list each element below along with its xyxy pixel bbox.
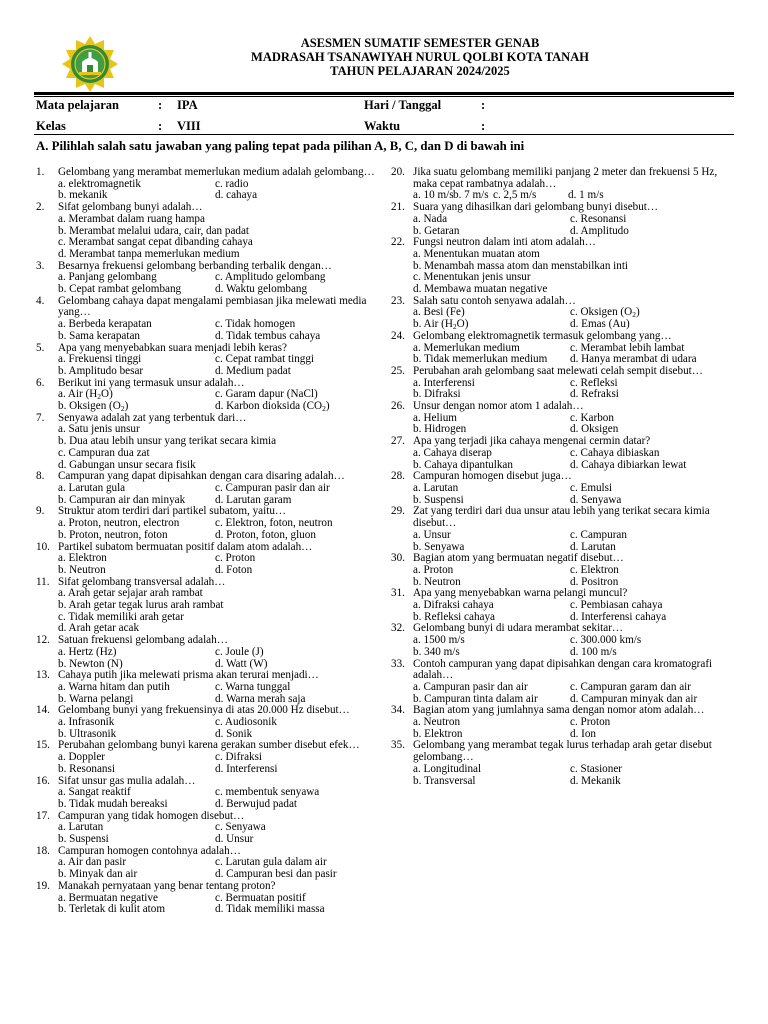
subject-colon: : [158,98,163,112]
question-text: Sifat unsur gas mulia adalah… [58,774,196,787]
meta-divider [34,134,734,135]
answer-option: a. Frekuensi tinggi [58,353,142,366]
answer-options [413,682,731,705]
answer-option: a. Satu jenis unsur [58,423,140,436]
answer-option: d. Medium padat [215,364,291,377]
questions-column-right [391,167,731,787]
question-item [391,202,731,237]
answer-options [413,249,731,296]
question-number: 11. [36,575,50,588]
answer-option: c. Merambat sangat cepat dibanding cahaya [58,236,253,249]
answer-options [58,179,376,202]
answer-option: b. Ultrasonik [58,727,117,740]
answer-options [413,378,731,401]
answer-options [413,600,731,623]
answer-option: d. Refraksi [570,388,619,401]
answer-option: d. Hanya merambat di udara [570,353,697,366]
answer-option: a. Memerlukan medium [413,341,520,354]
answer-option: c. Merambat lebih lambat [570,341,685,354]
answer-option: a. Panjang gelombang [58,271,157,284]
question-text: Apa yang menyebabkan warna pelangi muncul? [413,587,628,600]
answer-option: d. cahaya [215,189,258,202]
question-number: 35. [391,739,405,752]
question-number: 33. [391,657,405,670]
answer-option: b. Cahaya dipantulkan [413,458,513,471]
answer-option: d. Karbon dioksida $(CO_2)$ [215,400,330,414]
answer-option: a. Air $(H_2O)$ [58,388,113,402]
answer-options [58,319,376,342]
answer-option: d. Interferensi [215,762,278,775]
answer-option: b. Menambah massa atom dan menstabilkan inti [413,259,629,272]
question-text: Campuran homogen contohnya adalah… [58,844,241,857]
answer-option: a. Proton [413,563,454,576]
question-text: Sifat gelombang transversal adalah… [58,575,226,588]
question-text: Jika suatu gelombang memiliki panjang 2 meter dan frekuensi 5 Hz, maka cepat rambatnya adalah… [413,166,718,190]
answer-option: a. Larutan [58,821,104,834]
question-item [36,202,376,261]
question-item [36,811,376,846]
answer-option: c. Campuran garam dan air [570,680,691,693]
answer-option: a. Doppler [58,751,106,764]
question-text: Senyawa adalah zat yang terbentuk dari… [58,411,247,424]
answer-option: b. Suspensi [413,493,464,506]
question-number: 8. [36,470,45,483]
question-number: 3. [36,259,45,272]
answer-option: b. Suspensi [58,833,109,846]
answer-option: a. 1500 m/s [413,634,465,647]
question-item [36,577,376,636]
answer-options [58,752,376,775]
answer-option: b. Sama kerapatan [58,329,140,342]
answer-option: a. Menentukan muatan atom [413,247,540,260]
question-number: 23. [391,294,405,307]
answer-options [58,214,376,261]
question-item [391,623,731,658]
answer-option: b. Proton, neutron, foton [58,528,168,541]
answer-option: d. 1 m/s [568,189,604,202]
answer-option: c. Senyawa [215,821,266,834]
answer-option: b. Dua atau lebih unsur yang terikat secara kimia [58,435,277,448]
question-text: Fungsi neutron dalam inti atom adalah… [413,236,596,249]
question-number: 30. [391,552,405,565]
answer-options [58,518,376,541]
question-item [36,776,376,811]
question-item [36,167,376,202]
question-number: 17. [36,809,50,822]
question-item [36,846,376,881]
answer-option: a. Proton, neutron, electron [58,517,180,530]
class-colon: : [158,119,163,133]
question-item [36,881,376,916]
question-number: 27. [391,435,405,448]
answer-options [413,343,731,366]
answer-option: b. Arah getar tegak lurus arah rambat [58,599,224,612]
question-item [36,413,376,472]
answer-option: a. Infrasonik [58,716,115,729]
answer-option: c. 300.000 km/s [570,634,642,647]
answer-option: b. Campuran tinta dalam air [413,692,538,705]
answer-option: d. Tidak memiliki massa [215,903,325,916]
question-item [391,471,731,506]
answer-option: b. Minyak dan air [58,868,138,881]
answer-options [58,787,376,810]
answer-option: d. Unsur [215,833,254,846]
answer-options [413,530,731,553]
answer-option: c. Elektron, foton, neutron [215,517,333,530]
answer-option: d. Arah getar acak [58,622,140,635]
question-text: Satuan frekuensi gelombang adalah… [58,634,228,647]
answer-option: c. Tidak homogen [215,318,296,331]
question-item [36,542,376,577]
answer-option: a. Helium [413,411,457,424]
answer-option: c. Campuran pasir dan air [215,481,330,494]
answer-options [413,214,731,237]
answer-option: c. Oksigen $(O_2)$ [570,306,640,320]
answer-option: d. Sonik [215,727,253,740]
answer-option: d. Larutan garam [215,493,292,506]
question-number: 6. [36,376,45,389]
answer-option: d. 100 m/s [570,645,617,658]
answer-option: b. Resonansi [58,762,115,775]
subject-value: IPA [177,98,198,112]
answer-option: c. Warna tunggal [215,680,291,693]
answer-option: c. Amplitudo gelombang [215,271,326,284]
answer-option: d. Watt (W) [215,657,268,670]
answer-option: c. Proton [215,552,256,565]
question-text: Sifat gelombang bunyi adalah… [58,201,203,214]
answer-option: a. elektromagnetik [58,177,141,190]
time-label: Waktu [364,119,401,133]
answer-option: b. Campuran air dan minyak [58,493,186,506]
question-item [36,378,376,413]
answer-option: b. 340 m/s [413,645,460,658]
answer-options [58,272,376,295]
question-number: 21. [391,201,405,214]
header-divider-thick [34,92,734,95]
header-line-3: TAHUN PELAJARAN 2024/2025 [330,64,510,78]
answer-option: c. Pembiasan cahaya [570,599,663,612]
answer-option: b. Oksigen $(O_2)$ [58,400,129,414]
answer-options [413,448,731,471]
question-item [391,705,731,740]
question-number: 5. [36,341,45,354]
section-a-instruction: A. Pilihlah salah satu jawaban yang paling tepat pada pilihan A, B, C, dan D di bawah ini [36,139,525,153]
question-text: Bagian atom yang bermuatan negatif disebut… [413,552,624,565]
question-text: Cahaya putih jika melewati prisma akan terurai menjadi… [58,669,319,682]
question-text: Gelombang bunyi di udara merambat sekitar… [413,622,624,635]
answer-options [58,857,376,880]
answer-option: c. Garam dapur (NaCl) [215,388,318,401]
answer-option: d. Larutan [570,540,616,553]
answer-option: b. Elektron [413,727,463,740]
answer-option: d. Campuran minyak dan air [570,692,698,705]
answer-option: b. Refleksi cahaya [413,610,495,623]
answer-options [58,424,376,471]
question-number: 4. [36,294,45,307]
question-item [36,670,376,705]
question-number: 20. [391,166,405,178]
answer-option: b. Merambat melalui udara, cair, dan padat [58,224,250,237]
question-text: Perubahan arah gelombang saat melewati celah sempit disebut… [413,364,703,377]
question-item [36,635,376,670]
question-number: 10. [36,540,50,553]
question-number: 22. [391,236,405,249]
answer-option: a. Difraksi cahaya [413,599,494,612]
answer-option: d. Tidak tembus cahaya [215,329,321,342]
answer-option: b. Transversal [413,774,476,787]
answer-options [58,354,376,377]
question-item [36,261,376,296]
answer-option: b. Terletak di kulit atom [58,903,165,916]
question-item [36,705,376,740]
answer-option: b. Newton (N) [58,657,123,670]
question-number: 32. [391,622,405,635]
answer-option: b. Senyawa [413,540,465,553]
question-text: Zat yang terdiri dari dua unsur atau lebih yang terikat secara kimia disebut… [413,505,710,530]
answer-option: c. Joule (J) [215,645,264,658]
answer-options [58,893,376,916]
question-text: Berikut ini yang termasuk unsur adalah… [58,376,245,389]
question-item [391,167,731,202]
answer-option: c. Elektron [570,563,619,576]
answer-option: c. radio [215,177,249,190]
answer-options [58,553,376,576]
question-text: Campuran homogen disebut juga… [413,470,572,483]
answer-option: a. Neutron [413,716,461,729]
answer-option: d. Gabungan unsur secara fisik [58,458,196,471]
header-divider-thin [34,96,734,97]
answer-option: a. Larutan gula [58,481,126,494]
answer-option: c. membentuk senyawa [215,786,320,799]
question-number: 28. [391,470,405,483]
question-item [36,506,376,541]
question-text: Gelombang cahaya dapat mengalami pembiasan jika melewati media yang… [58,294,367,319]
answer-option: b. Air $(H_2O)$ [413,318,469,332]
answer-options [58,647,376,670]
question-item [391,588,731,623]
question-text: Struktur atom terdiri dari partikel subatom, yaitu… [58,505,287,518]
answer-option: b. Getaran [413,224,460,237]
question-number: 24. [391,329,405,342]
answer-option: c. Cepat rambat tinggi [215,353,314,366]
answer-option: d. Merambat tanpa memerlukan medium [58,247,240,260]
answer-option: c. Difraksi [215,751,263,764]
answer-options [413,635,731,658]
answer-option: b. Cepat rambat gelombang [58,283,182,296]
answer-options [58,717,376,740]
question-text: Partikel subatom bermuatan positif dalam atom adalah… [58,540,313,553]
answer-option: c. Karbon [570,411,614,424]
answer-option: b. Hidrogen [413,423,467,436]
answer-option: d. Berwujud padat [215,797,297,810]
answer-option: c. Campuran [570,528,627,541]
answer-option: d. Positron [570,575,619,588]
answer-option: d. Oksigen [570,423,619,436]
answer-options [413,764,731,787]
answer-options [413,413,731,436]
question-number: 29. [391,505,405,518]
answer-option: a. Cahaya diserap [413,446,492,459]
class-label: Kelas [36,119,66,133]
answer-option: c. 2,5 m/s [493,189,537,202]
question-number: 19. [36,879,50,892]
answer-option: c. Proton [570,716,611,729]
answer-option: c. Menentukan jenis unsur [413,271,531,284]
answer-option: a. Merambat dalam ruang hampa [58,212,205,225]
question-text: Campuran yang tidak homogen disebut… [58,809,245,822]
question-number: 16. [36,774,50,787]
question-item [36,296,376,343]
answer-options [58,483,376,506]
header-line-1: ASESMEN SUMATIF SEMESTER GENAB [300,36,540,50]
time-colon: : [481,119,486,133]
question-text: Contoh campuran yang dapat dipisahkan dengan cara kromatografi adalah… [413,657,713,682]
answer-option: d. Foton [215,563,253,576]
answer-option: d. Proton, foton, gluon [215,528,316,541]
answer-option: a. Nada [413,212,448,225]
answer-option: c. Campuran dua zat [58,446,150,459]
answer-option: a. Besi (Fe) [413,306,465,319]
question-text: Perubahan gelombang bunyi karena gerakan sumber disebut efek… [58,739,360,752]
answer-option: b. Tidak mudah bereaksi [58,797,168,810]
question-number: 7. [36,411,45,424]
answer-option: b. Warna pelangi [58,692,134,705]
question-number: 12. [36,634,50,647]
answer-option: d. Ion [570,727,596,740]
answer-option: d. Amplitudo [570,224,629,237]
question-number: 9. [36,505,45,518]
answer-option: d. Cahaya dibiarkan lewat [570,458,687,471]
answer-option: c. Audiosonik [215,716,277,729]
question-number: 14. [36,704,50,717]
question-text: Gelombang yang merambat tegak lurus terhadap arah getar disebut gelombang… [413,739,712,764]
question-item [36,343,376,378]
question-item [36,740,376,775]
question-number: 15. [36,739,50,752]
answer-options [58,682,376,705]
day-date-label: Hari / Tanggal [364,98,442,112]
answer-option: a. Berbeda kerapatan [58,318,152,331]
question-item [391,296,731,331]
questions-column-left [36,167,376,916]
answer-option: a. Warna hitam dan putih [58,680,170,693]
answer-option: a. Interferensi [413,376,475,389]
answer-option: c. Bermuatan positif [215,891,306,904]
answer-option: a. Air dan pasir [58,856,127,869]
answer-option: d. Emas (Au) [570,318,630,331]
answer-option: b. Difraksi [413,388,461,401]
question-number: 26. [391,400,405,413]
answer-option: c. Larutan gula dalam air [215,856,327,869]
question-text: Campuran yang dapat dipisahkan dengan cara disaring adalah… [58,470,345,483]
answer-option: b. Amplitudo besar [58,364,144,377]
answer-option: c. Refleksi [570,376,618,389]
madrasah-logo [60,34,120,94]
day-date-colon: : [481,98,486,112]
question-item [391,366,731,401]
answer-option: d. Campuran besi dan pasir [215,868,337,881]
question-item [391,436,731,471]
answer-option: b. mekanik [58,189,108,202]
question-number: 18. [36,844,50,857]
question-text: Unsur dengan nomor atom 1 adalah… [413,400,584,413]
question-text: Manakah pernyataan yang benar tentang proton? [58,879,276,892]
answer-option: d. Interferensi cahaya [570,610,667,623]
question-text: Bagian atom yang jumlahnya sama dengan nomor atom adalah… [413,704,705,717]
answer-option: c. Resonansi [570,212,627,225]
answer-option: c. Emulsi [570,481,613,494]
answer-option: b. Neutron [413,575,461,588]
answer-options [58,389,376,412]
question-number: 2. [36,201,45,214]
question-text: Suara yang dihasilkan dari gelombang bunyi disebut… [413,201,659,214]
answer-option: d. Membawa muatan negative [413,283,548,296]
question-number: 25. [391,364,405,377]
answer-option: a. Larutan [413,481,459,494]
question-item [391,401,731,436]
answer-option: a. Elektron [58,552,107,565]
question-text: Apa yang menyebabkan suara menjadi lebih keras? [58,341,287,354]
question-number: 1. [36,166,45,178]
answer-option: d. Mekanik [570,774,621,787]
answer-option: a. Campuran pasir dan air [413,680,528,693]
question-text: Besarnya frekuensi gelombang berbanding terbalik dengan… [58,259,332,272]
question-number: 13. [36,669,50,682]
answer-option: b. 7 m/s [453,189,489,202]
header-line-2: MADRASAH TSANAWIYAH NURUL QOLBI KOTA TANAH [251,50,589,64]
answer-options [413,307,731,330]
question-number: 34. [391,704,405,717]
answer-option: b. Tidak memerlukan medium [413,353,548,366]
question-item [391,506,731,553]
answer-option: a. Arah getar sejajar arah rambat [58,587,203,600]
answer-option: a. Hertz (Hz) [58,645,117,658]
question-item [391,553,731,588]
question-text: Apa yang terjadi jika cahaya mengenai cermin datar? [413,435,651,448]
question-number: 31. [391,587,405,600]
answer-options [58,588,376,635]
question-item [391,237,731,296]
answer-option: c. Tidak memiliki arah getar [58,610,184,623]
answer-option: d. Waktu gelombang [215,283,308,296]
answer-option: a. Longitudinal [413,762,482,775]
answer-option: c. Cahaya dibiaskan [570,446,660,459]
question-item [36,471,376,506]
subject-label: Mata pelajaran [36,98,119,112]
answer-options [58,822,376,845]
answer-option: b. Neutron [58,563,106,576]
answer-options [413,565,731,588]
question-text: Salah satu contoh senyawa adalah… [413,294,576,307]
question-item [391,740,731,787]
answer-options [413,483,731,506]
answer-options [413,717,731,740]
answer-option: a. Sangat reaktif [58,786,131,799]
answer-option: d. Warna merah saja [215,692,306,705]
answer-option: a. Unsur [413,528,451,541]
answer-option: c. Stasioner [570,762,622,775]
question-text: Gelombang bunyi yang frekuensinya di atas 20.000 Hz disebut… [58,704,350,717]
question-text: Gelombang yang merambat memerlukan medium adalah gelombang… [58,166,375,178]
question-item [391,331,731,366]
class-value: VIII [177,119,201,133]
answer-option: a. Bermuatan negative [58,891,158,904]
question-text: Gelombang elektromagnetik termasuk gelombang yang… [413,329,672,342]
answer-option: d. Senyawa [570,493,622,506]
question-item [391,659,731,706]
answer-option: a. 10 m/s [413,189,454,202]
